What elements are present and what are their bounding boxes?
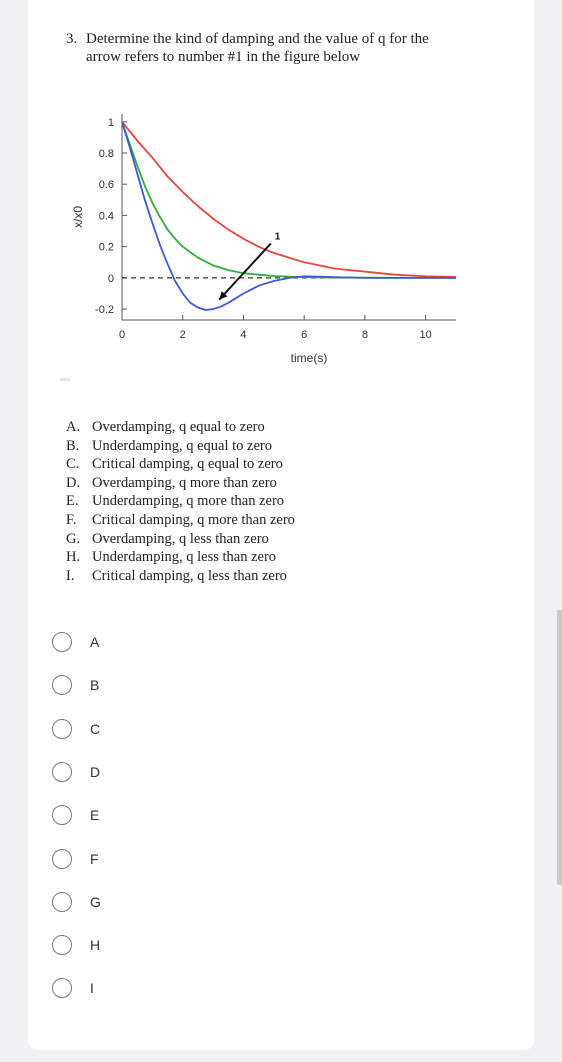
x-tick-label: 4 — [240, 329, 247, 341]
choice-description — [66, 548, 295, 567]
choice-letter: H. — [66, 549, 81, 566]
choice-letter: E. — [66, 493, 79, 510]
x-tick-label: 6 — [301, 329, 308, 341]
choice-letter: F. — [66, 511, 77, 528]
choice-letter: G. — [66, 530, 81, 547]
annotation-label: 1 — [274, 231, 281, 243]
choice-text: Overdamping, q less than zero — [92, 530, 269, 547]
x-tick-label: 2 — [179, 329, 186, 341]
choice-description — [66, 474, 295, 493]
divider — [60, 378, 70, 381]
y-tick-label: 1 — [107, 116, 114, 129]
radio-button[interactable] — [52, 978, 72, 998]
radio-button[interactable] — [52, 762, 72, 782]
annotation-arrow — [219, 244, 271, 300]
damping-chart — [60, 110, 480, 380]
choice-letter: D. — [66, 474, 81, 491]
question-line-2: arrow refers to number #1 in the figure below — [86, 49, 361, 65]
radio-label: H — [90, 937, 101, 954]
radio-button[interactable] — [52, 632, 72, 652]
radio-button[interactable] — [52, 805, 72, 825]
radio-button[interactable] — [52, 849, 72, 869]
radio-button[interactable] — [52, 935, 72, 955]
y-tick-label: 0.2 — [98, 241, 114, 254]
choice-description — [66, 530, 295, 549]
choice-letter: C. — [66, 456, 80, 473]
choice-description — [66, 511, 295, 530]
x-tick-label: 10 — [419, 329, 432, 341]
y-axis-label: x/x0 — [71, 205, 85, 229]
choice-text: Critical damping, q equal to zero — [92, 456, 283, 473]
radio-label: C — [90, 720, 101, 737]
radio-label: D — [90, 763, 101, 780]
radio-label: B — [90, 677, 100, 694]
radio-label: A — [90, 634, 100, 650]
question-line-1: Determine the kind of damping and the value of q for the — [86, 31, 429, 47]
choice-text: Underdamping, q less than zero — [92, 549, 277, 566]
radio-option-c[interactable] — [52, 713, 100, 745]
choice-text: Overdamping, q equal to zero — [92, 419, 265, 435]
choice-text: Critical damping, q more than zero — [92, 511, 295, 528]
radio-label: E — [90, 807, 100, 824]
radio-option-e[interactable] — [52, 799, 99, 831]
choice-letter: A. — [66, 419, 81, 435]
x-tick-label: 8 — [361, 329, 368, 341]
radio-button[interactable] — [52, 892, 72, 912]
choice-description — [66, 455, 295, 474]
series-line-3 — [122, 122, 456, 310]
y-tick-label: 0.6 — [98, 179, 114, 192]
radio-button[interactable] — [52, 719, 72, 739]
y-tick-label: 0 — [107, 272, 114, 285]
series-line-1 — [122, 122, 456, 277]
choice-text: Underdamping, q equal to zero — [92, 437, 272, 454]
radio-label: F — [90, 850, 99, 867]
radio-label: G — [90, 893, 101, 910]
y-tick-label: 0.4 — [98, 210, 114, 223]
scrollbar[interactable] — [557, 610, 562, 885]
x-tick-label: 0 — [118, 329, 126, 341]
choice-text: Overdamping, q more than zero — [92, 474, 277, 491]
choice-text: Underdamping, q more than zero — [92, 493, 285, 510]
choice-text: Critical damping, q less than zero — [92, 567, 287, 584]
choice-description — [66, 567, 295, 586]
choice-description — [66, 418, 295, 437]
radio-option-g[interactable] — [52, 886, 101, 918]
answer-descriptions — [66, 418, 295, 585]
y-tick-label: 0.8 — [98, 148, 114, 161]
radio-button[interactable] — [52, 675, 72, 695]
radio-option-f[interactable] — [52, 843, 99, 875]
radio-label: I — [90, 980, 94, 997]
radio-option-h[interactable] — [52, 929, 100, 961]
x-axis-label: time(s) — [290, 351, 328, 365]
radio-option-a[interactable] — [52, 626, 99, 658]
y-tick-label: -0.2 — [95, 304, 114, 317]
choice-letter: B. — [66, 437, 80, 454]
choice-description — [66, 437, 295, 456]
question-number: 3. — [66, 31, 78, 47]
choice-letter: I. — [66, 567, 75, 584]
choice-description — [66, 492, 295, 511]
series-line-2 — [122, 122, 456, 278]
radio-option-i[interactable] — [52, 972, 94, 1004]
radio-option-d[interactable] — [52, 756, 100, 788]
radio-option-b[interactable] — [52, 669, 99, 701]
